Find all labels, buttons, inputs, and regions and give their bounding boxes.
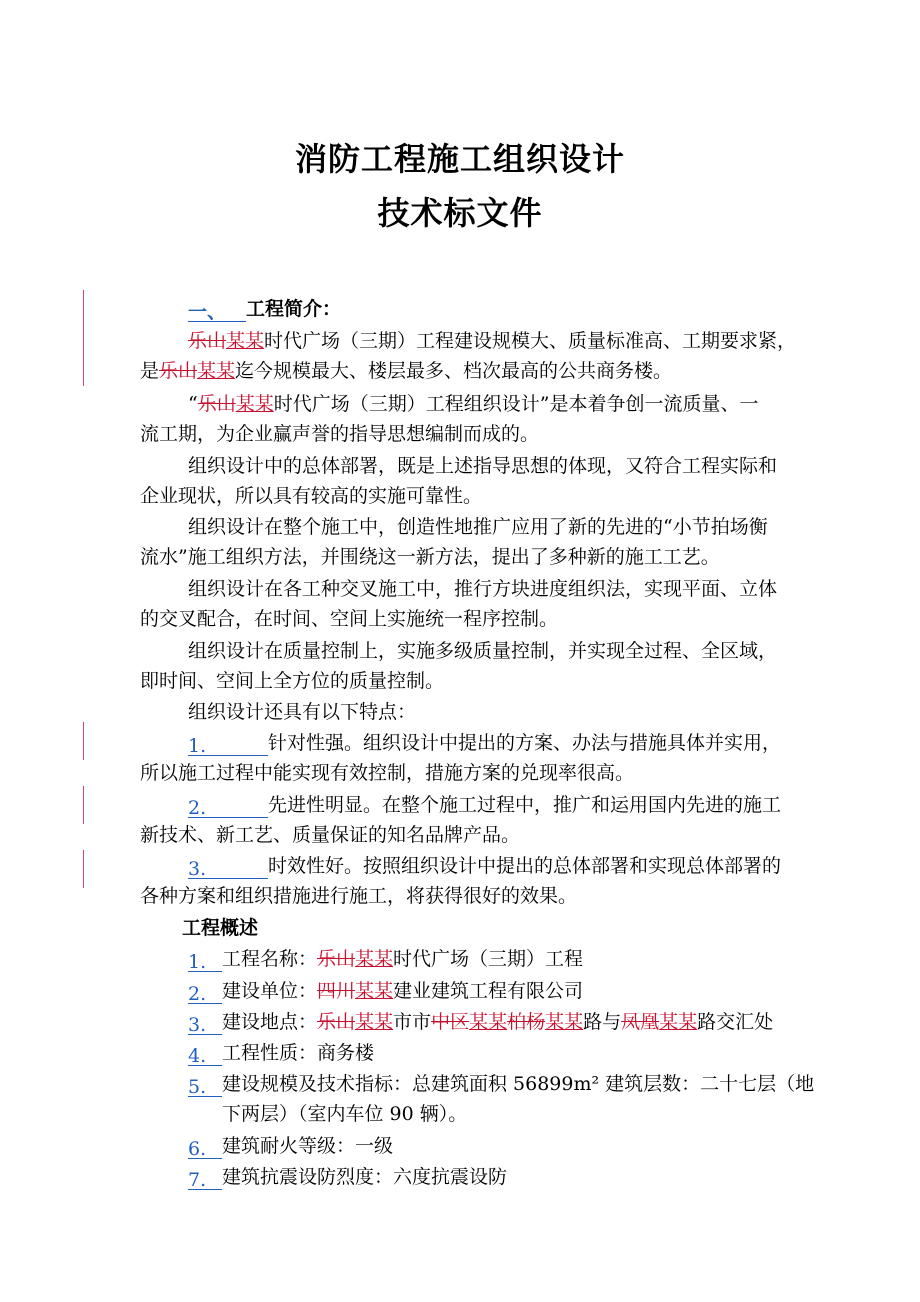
paragraph-text: 迄今规模最大、楼层最多、档次最高的公共商务楼。 (235, 360, 673, 382)
inserted-text: 某某 (355, 948, 394, 970)
item-value: 商务楼 (317, 1042, 375, 1064)
paragraph-line: 组织设计在质量控制上，实施多级质量控制，并实现全过程、全区域， (188, 640, 778, 662)
item-value: 建业建筑工程有限公司 (393, 980, 584, 1002)
item-label: 工程名称： (222, 948, 318, 970)
feature-text: 时效性好。按照组织设计中提出的总体部署和实现总体部署的 (268, 855, 782, 877)
list-number: 5. (188, 1074, 222, 1097)
paragraph-text: 是 (140, 360, 160, 382)
inserted-text: 某某 (469, 1011, 508, 1033)
deleted-text: 乐山 (188, 330, 227, 352)
paragraph-line: 组织设计在各工种交叉施工中，推行方块进度组织法，实现平面、立体 (188, 578, 778, 600)
item-label: 建设单位： (222, 980, 318, 1002)
paragraph-line: 流工期，为企业赢声誉的指导思想编制而成的。 (140, 423, 540, 445)
change-bar (83, 786, 84, 824)
paragraph-text: 时代广场（三期）工程建设规模大、质量标准高、工期要求紧， (264, 330, 797, 352)
feature-item (188, 853, 848, 879)
feature-item-cont: 所以施工过程中能实现有效控制，措施方案的兑现率很高。 (140, 762, 635, 784)
overview-item (188, 1040, 908, 1066)
deleted-text: 中区 (431, 1011, 470, 1033)
item-value: 市市 (393, 1011, 432, 1033)
deleted-text: 乐山 (197, 393, 236, 415)
item-label: 工程性质： (222, 1042, 318, 1064)
paragraph-line: 企业现状，所以具有较高的实施可靠性。 (140, 485, 483, 507)
section-heading (188, 296, 908, 322)
inserted-text: 某某 (197, 360, 236, 382)
inserted-text: 某某 (545, 1011, 584, 1033)
inserted-text: 某某 (235, 393, 274, 415)
deleted-text: 乐山 (159, 360, 198, 382)
deleted-text: 乐山 (317, 948, 356, 970)
feature-item-cont: 新技术、新工艺、质量保证的知名品牌产品。 (140, 824, 521, 846)
inserted-text: 某某 (355, 1011, 394, 1033)
item-value: 路与 (583, 1011, 622, 1033)
paragraph-text: “ (188, 393, 198, 415)
document-subtitle: 技术标文件 (377, 194, 543, 232)
feature-text: 先进性明显。在整个施工过程中，推广和运用国内先进的施工 (268, 794, 782, 816)
item-value: 路交汇处 (697, 1011, 774, 1033)
overview-item (188, 1133, 908, 1159)
list-number: 3. (188, 856, 268, 879)
overview-item (188, 1164, 908, 1190)
deleted-text: 柏杨 (507, 1011, 546, 1033)
paragraph-line (188, 391, 848, 417)
list-number: 3. (188, 1012, 222, 1035)
inserted-text: 某某 (226, 330, 265, 352)
item-value: 建筑抗震设防烈度：六度抗震设防 (222, 1166, 508, 1188)
feature-item (188, 730, 848, 756)
document-title: 消防工程施工组织设计 (294, 140, 625, 178)
list-number: 2. (188, 795, 268, 818)
list-number: 6. (188, 1136, 222, 1159)
paragraph-line: 流水”施工组织方法，并围绕这一新方法，提出了多种新的施工工艺。 (140, 546, 720, 568)
inserted-text: 某某 (659, 1011, 698, 1033)
section-heading-text: 工程简介： (246, 298, 342, 320)
feature-item-cont: 各种方案和组织措施进行施工，将获得很好的效果。 (140, 885, 578, 907)
paragraph-line (140, 358, 860, 384)
list-number: 1. (188, 949, 222, 972)
feature-text: 针对性强。组织设计中提出的方案、办法与措施具体并实用， (268, 732, 782, 754)
change-bar (83, 850, 84, 888)
paragraph-line: 组织设计中的总体部署，既是上述指导思想的体现，又符合工程实际和 (188, 455, 778, 477)
paragraph-line: 组织设计还具有以下特点： (188, 701, 417, 723)
paragraph-text: 时代广场（三期）工程组织设计”是本着争创一流质量、一 (273, 393, 759, 415)
list-number: 4. (188, 1043, 222, 1066)
inserted-text: 某某 (355, 980, 394, 1002)
overview-item (188, 1009, 908, 1035)
list-number: 7. (188, 1167, 222, 1190)
list-number: 1. (188, 733, 268, 756)
deleted-text: 乐山 (317, 1011, 356, 1033)
item-value: 时代广场（三期）工程 (393, 948, 584, 970)
paragraph-line: 的交叉配合，在时间、空间上实施统一程序控制。 (140, 608, 559, 630)
overview-item (188, 946, 908, 972)
list-number: 2. (188, 981, 222, 1004)
overview-item-cont: 下两层）（室内车位 90 辆）。 (222, 1103, 468, 1125)
overview-item (188, 978, 908, 1004)
item-label: 建设地点： (222, 1011, 318, 1033)
paragraph-line (188, 328, 848, 354)
item-value: 建筑耐火等级：一级 (222, 1135, 394, 1157)
deleted-text: 凤凰 (621, 1011, 660, 1033)
change-bar (83, 722, 84, 760)
paragraph-line: 即时间、空间上全方位的质量控制。 (140, 670, 445, 692)
change-bar (83, 290, 84, 386)
deleted-text: 四川 (317, 980, 356, 1002)
overview-item (188, 1071, 848, 1097)
overview-heading: 工程概述 (182, 917, 259, 939)
feature-item (188, 792, 848, 818)
section-number: 一、 (188, 299, 246, 322)
item-value: 建设规模及技术指标：总建筑面积 56899m² 建筑层数：二十七层（地 (222, 1073, 815, 1095)
paragraph-line: 组织设计在整个施工中，创造性地推广应用了新的先进的“小节拍场衡 (188, 516, 768, 538)
